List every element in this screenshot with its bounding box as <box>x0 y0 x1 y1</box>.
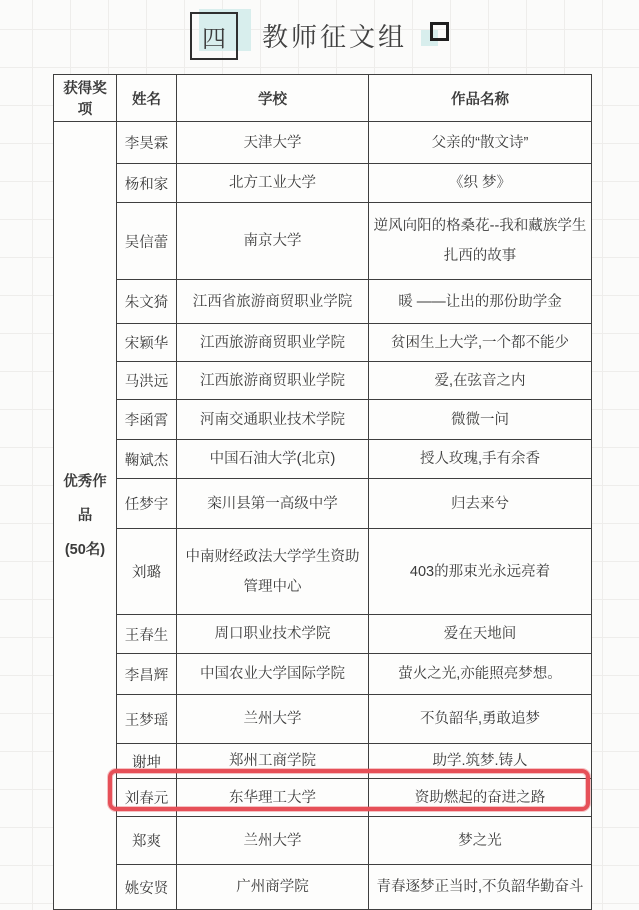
cell-work: 暖 ——让出的那份助学金 <box>369 280 592 324</box>
award-table-body <box>54 122 592 910</box>
table-row <box>54 529 592 615</box>
cell-school: 南京大学 <box>177 203 369 280</box>
cell-school: 江西省旅游商贸职业学院 <box>177 280 369 324</box>
header-work: 作品名称 <box>369 75 592 122</box>
cell-work: 梦之光 <box>369 817 592 865</box>
cell-work: 萤火之光,亦能照亮梦想。 <box>369 654 592 695</box>
cell-work: 爱在天地间 <box>369 615 592 654</box>
cell-school: 天津大学 <box>177 122 369 164</box>
table-row <box>54 280 592 324</box>
cell-name: 李函霄 <box>117 400 177 440</box>
cell-school: 广州商学院 <box>177 865 369 910</box>
cell-work: 《织 梦》 <box>369 164 592 203</box>
cell-school: 江西旅游商贸职业学院 <box>177 324 369 362</box>
cell-name: 任梦宇 <box>117 479 177 529</box>
cell-school: 河南交通职业技术学院 <box>177 400 369 440</box>
cell-work: 授人玫瑰,手有余香 <box>369 440 592 479</box>
cell-school: 中国农业大学国际学院 <box>177 654 369 695</box>
cell-school: 周口职业技术学院 <box>177 615 369 654</box>
cell-name: 刘春元 <box>117 779 177 817</box>
cell-work: 403的那束光永远亮着 <box>369 529 592 615</box>
cell-work: 归去来兮 <box>369 479 592 529</box>
cell-name: 杨和家 <box>117 164 177 203</box>
cell-school: 兰州大学 <box>177 695 369 744</box>
cell-work: 青春逐梦正当时,不负韶华勤奋斗 <box>369 865 592 910</box>
square-bullet-icon <box>430 22 449 41</box>
table-row <box>54 817 592 865</box>
cell-school: 中南财经政法大学学生资助管理中心 <box>177 529 369 615</box>
table-row <box>54 440 592 479</box>
cell-name: 李昌辉 <box>117 654 177 695</box>
cell-work: 助学.筑梦.铸人 <box>369 744 592 779</box>
table-row <box>54 865 592 910</box>
cell-work: 贫困生上大学,一个都不能少 <box>369 324 592 362</box>
award-group-cell <box>54 122 117 910</box>
table-row <box>54 615 592 654</box>
table-row <box>54 400 592 440</box>
cell-name: 谢坤 <box>117 744 177 779</box>
cell-name: 宋颖华 <box>117 324 177 362</box>
cell-name: 王春生 <box>117 615 177 654</box>
cell-name: 鞠斌杰 <box>117 440 177 479</box>
cell-work: 资助燃起的奋进之路 <box>369 779 592 817</box>
table-row <box>54 362 592 400</box>
section-number-box <box>190 12 238 60</box>
cell-school: 兰州大学 <box>177 817 369 865</box>
cell-work: 爱,在弦音之内 <box>369 362 592 400</box>
award-group-line2: (50名) <box>64 541 106 558</box>
cell-school: 郑州工商学院 <box>177 744 369 779</box>
header-award: 获得奖项 <box>54 75 117 122</box>
section-number: 四 <box>202 25 226 53</box>
cell-name: 李昊霖 <box>117 122 177 164</box>
cell-name: 马洪远 <box>117 362 177 400</box>
cell-name: 王梦瑶 <box>117 695 177 744</box>
table-row <box>54 744 592 779</box>
table-row <box>54 324 592 362</box>
table-row <box>54 479 592 529</box>
page-title: 教师征文组 <box>262 22 408 52</box>
table-row <box>54 122 592 164</box>
cell-name: 朱文猗 <box>117 280 177 324</box>
table-row <box>54 695 592 744</box>
table-header-row <box>54 75 592 122</box>
cell-name: 吴信蕾 <box>117 203 177 280</box>
table-row <box>54 654 592 695</box>
table-row <box>54 164 592 203</box>
awards-table-container <box>53 74 592 910</box>
cell-work: 逆风向阳的格桑花--我和藏族学生扎西的故事 <box>369 203 592 280</box>
cell-school: 北方工业大学 <box>177 164 369 203</box>
cell-work: 不负韶华,勇敢追梦 <box>369 695 592 744</box>
table-row <box>54 203 592 280</box>
award-group-line1: 优秀作品 <box>63 473 107 524</box>
awards-table <box>53 74 592 910</box>
cell-work: 父亲的“散文诗” <box>369 122 592 164</box>
cell-school: 东华理工大学 <box>177 779 369 817</box>
cell-school: 江西旅游商贸职业学院 <box>177 362 369 400</box>
header-school: 学校 <box>177 75 369 122</box>
table-row-highlighted <box>54 779 592 817</box>
header-name: 姓名 <box>117 75 177 122</box>
cell-school: 栾川县第一高级中学 <box>177 479 369 529</box>
cell-name: 郑爽 <box>117 817 177 865</box>
cell-name: 姚安贤 <box>117 865 177 910</box>
cell-work: 微微一问 <box>369 400 592 440</box>
cell-name: 刘璐 <box>117 529 177 615</box>
cell-school: 中国石油大学(北京) <box>177 440 369 479</box>
